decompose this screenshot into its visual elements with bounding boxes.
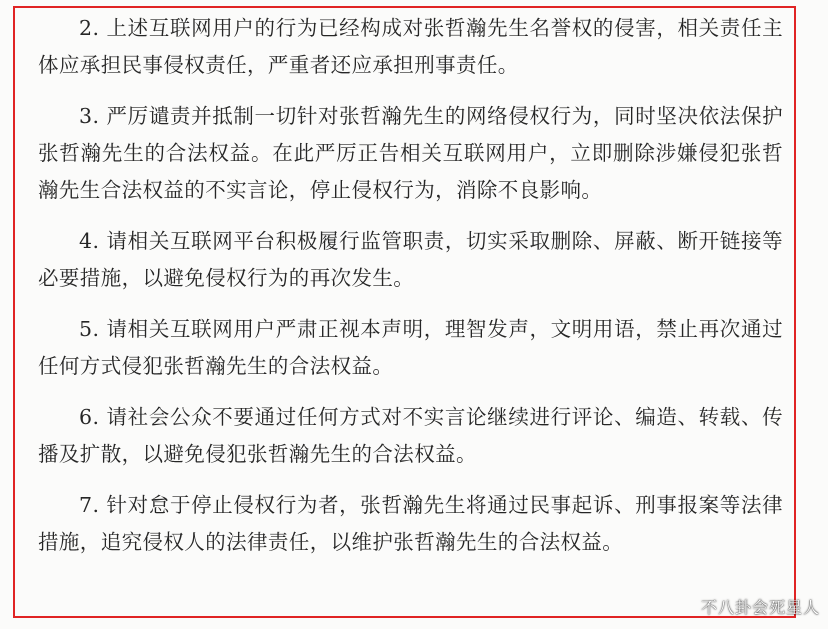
- paragraph-2: 2. 上述互联网用户的行为已经构成对张哲瀚先生名誉权的侵害，相关责任主体应承担民事侵权责任，严重者还应承担刑事责任。: [38, 16, 783, 77]
- paragraph-5: 5. 请相关互联网用户严肃正视本声明，理智发声，文明用语，禁止再次通过任何方式侵犯张哲瀚先生的合法权益。: [38, 317, 783, 378]
- paragraph-4: 4. 请相关互联网平台积极履行监管职责，切实采取删除、屏蔽、断开链接等必要措施，以避免侵权行为的再次发生。: [38, 229, 783, 290]
- paragraph-6: 6. 请社会公众不要通过任何方式对不实言论继续进行评论、编造、转载、传播及扩散，以避免侵犯张哲瀚先生的合法权益。: [38, 405, 783, 466]
- watermark-text: 不八卦会死星人: [700, 598, 820, 617]
- statement-body: [38, 10, 783, 575]
- paragraph-3: 3. 严厉谴责并抵制一切针对张哲瀚先生的网络侵权行为，同时坚决依法保护张哲瀚先生的合法权益。在此严厉正告相关互联网用户，立即删除涉嫌侵犯张哲瀚先生合法权益的不实言论，停止侵权行为，消除不良影响。: [38, 104, 783, 202]
- paragraph-7: 7. 针对怠于停止侵权行为者，张哲瀚先生将通过民事起诉、刑事报案等法律措施，追究侵权人的法律责任，以维护张哲瀚先生的合法权益。: [38, 493, 783, 554]
